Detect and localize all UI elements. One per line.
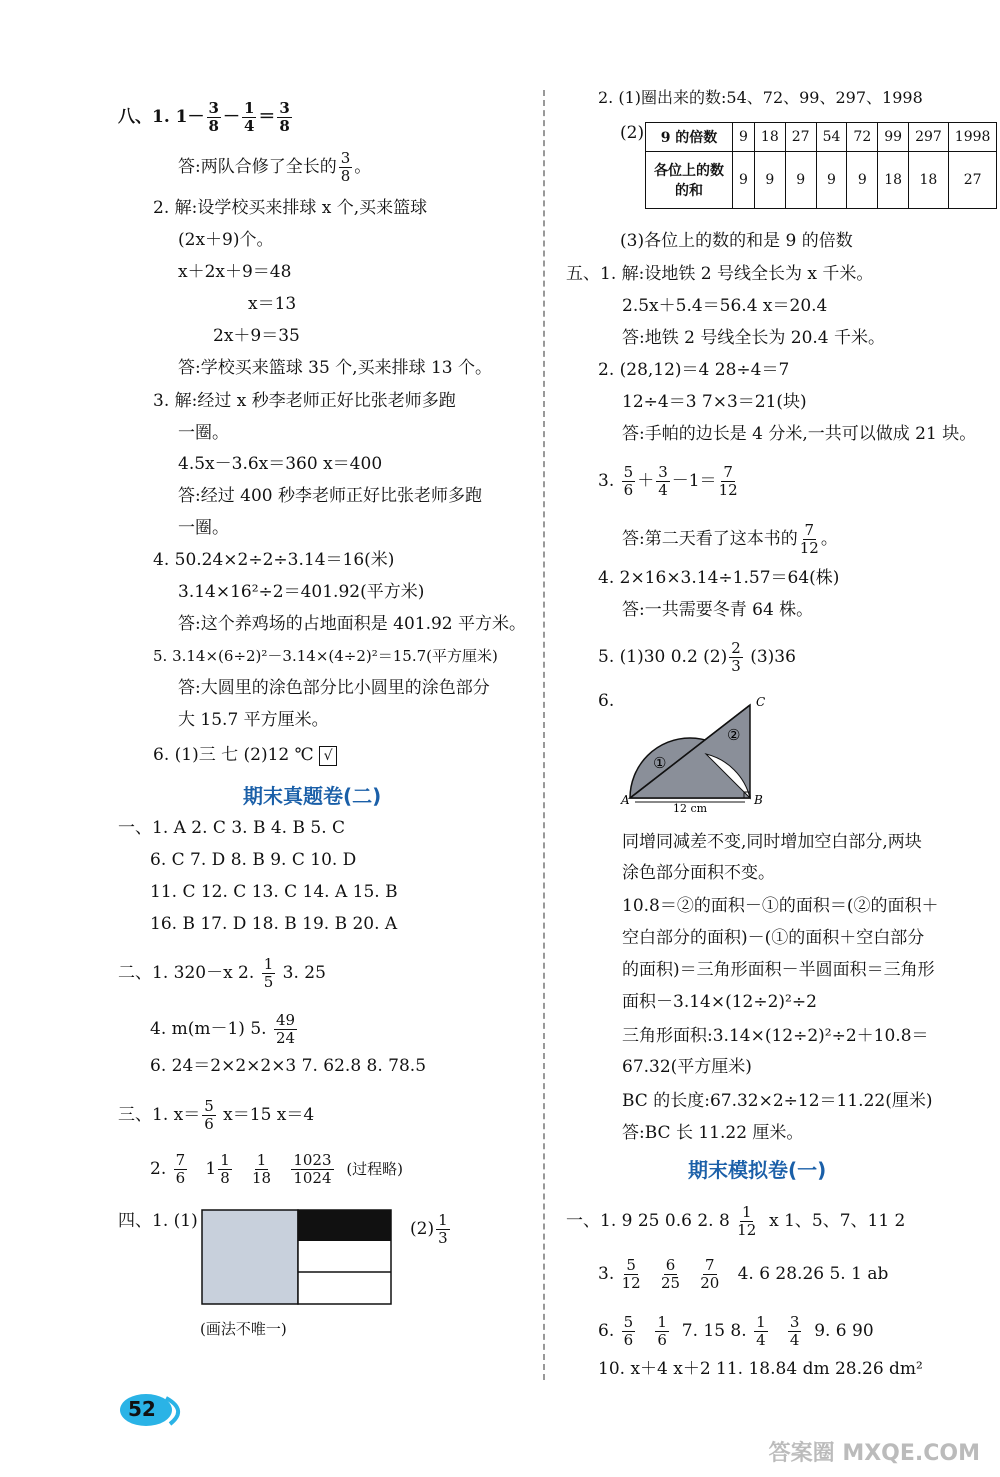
explanation-line: 三角形面积:3.14×(12÷2)²÷2＋10.8＝	[622, 1026, 929, 1046]
region-2-label: ②	[727, 726, 741, 744]
answer-5-2: 2. (28,12)＝4 28÷4＝7	[598, 360, 790, 380]
section-title-final-exam-2: 期末真题卷(二)	[243, 784, 382, 808]
answer-8-6: 6. (1)三 七 (2)12 ℃ √	[153, 744, 337, 766]
multiples-table	[645, 122, 997, 209]
answer-5-5: 5. (1)30 0.2 (2) $\frac{2}{3}$ (3)36	[598, 639, 796, 675]
table-cell: 1998	[948, 123, 997, 152]
answer-3-row2: 2. $\frac{7}{6}$ 1 $\frac{1}{8}$ $\frac{1}{18}$ $\frac{1023}{1024}$ (过程略)	[150, 1151, 404, 1187]
label-c: C	[756, 695, 766, 709]
answer-5-3-conclusion: 答:第二天看了这本书的 $\frac{7}{12}$ 。	[622, 521, 838, 557]
explanation-line: 10.8＝②的面积－①的面积＝(②的面积＋	[622, 896, 939, 916]
drawing-note: (画法不唯一)	[200, 1320, 287, 1338]
answer-4-label: 四、1. (1)	[118, 1211, 198, 1231]
answer-8-3-line: 一圈。	[178, 518, 229, 538]
answer-4-part2: (2) $\frac{1}{3}$	[410, 1211, 448, 1247]
answer-5-1: 五、1. 解:设地铁 2 号线全长为 x 千米。	[566, 264, 874, 284]
table-cell: 18	[878, 152, 909, 209]
answer-8-2-line: x＝13	[248, 294, 297, 314]
answer-5-2: 12÷4＝3 7×3＝21(块)	[622, 392, 807, 412]
answer-5-4: 4. 2×16×3.14÷1.57＝64(株)	[598, 568, 840, 588]
answer-8-3-line: 一圈。	[178, 423, 229, 443]
table-cell: 9	[733, 123, 755, 152]
label-b: B	[754, 793, 763, 807]
section-title-mock-exam-1: 期末模拟卷(一)	[688, 1158, 827, 1182]
answer-choice-row: 16. B 17. D 18. B 19. B 20. A	[150, 914, 398, 934]
table-cell: 18	[754, 123, 785, 152]
answer-5-4: 答:一共需要冬青 64 株。	[622, 600, 814, 620]
table-cell: 9	[754, 152, 785, 209]
mock-answer-row3: 6. $\frac{5}{6}$ $\frac{1}{6}$ 7. 15 8. $\frac{1}{4}$ $\frac{3}{4}$ 9. 6 90	[598, 1313, 874, 1349]
answer-8-1: 八、1. 1－ $\frac{3}{8}$ － $\frac{1}{4}$ ＝ $\frac{3}{8}$	[118, 99, 290, 135]
answer-5-2: 答:手帕的边长是 4 分米,一共可以做成 21 块。	[622, 424, 977, 444]
region-1-label: ①	[653, 754, 667, 772]
mock-answer-row4: 10. x＋4 x＋2 11. 18.84 dm 28.26 dm²	[598, 1359, 923, 1379]
explanation-line: 的面积)＝三角形面积－半圆面积＝三角形	[622, 960, 935, 980]
table-cell: 9	[785, 152, 816, 209]
table-cell: 18	[909, 152, 949, 209]
table-cell: 297	[909, 123, 949, 152]
answer-5-1: 答:地铁 2 号线全长为 20.4 千米。	[622, 328, 886, 348]
answer-8-4-line: 3.14×16²÷2＝401.92(平方米)	[178, 582, 425, 602]
answer-choice-row: 11. C 12. C 13. C 14. A 15. B	[150, 882, 398, 902]
answer-3-row1: 三、1. x＝ $\frac{5}{6}$ x＝15 x＝4	[118, 1097, 315, 1133]
answer-8-3-line: 答:经过 400 秒李老师正好比张老师多跑	[178, 486, 482, 506]
answer-8-1-conclusion: 答:两队合修了全长的 $\frac{3}{8}$ 。	[178, 149, 372, 185]
mock-answer-row2: 3. $\frac{5}{12}$ $\frac{6}{25}$ $\frac{7}{20}$ 4. 6 28.26 5. 1 ab	[598, 1256, 889, 1292]
explanation-line: 答:BC 长 11.22 厘米。	[622, 1123, 804, 1143]
answer-choice-row: 一、1. A 2. C 3. B 4. B 5. C	[118, 818, 346, 838]
table-cell: 9	[816, 152, 847, 209]
label-a: A	[621, 793, 630, 807]
table-header: 9 的倍数	[646, 123, 733, 152]
table-cell: 27	[948, 152, 997, 209]
table-cell: 9	[733, 152, 755, 209]
answer-8-2-line: (2x＋9)个。	[178, 230, 274, 250]
shaded-half	[202, 1210, 298, 1304]
answer-r2-line: 2. (1)圈出来的数:54、72、99、297、1998	[598, 88, 923, 107]
table-cell: 99	[878, 123, 909, 152]
answer-8-3-line: 3. 解:经过 x 秒李老师正好比张老师多跑	[153, 391, 456, 411]
answer-8-4-line: 4. 50.24×2÷2÷3.14＝16(米)	[153, 550, 395, 570]
answer-5-1: 2.5x＋5.4＝56.4 x＝20.4	[622, 296, 828, 316]
table-cell: 9	[847, 152, 878, 209]
mock-answer-row1: 一、1. 9 25 0.6 2. 8 $\frac{1}{12}$ x 1、5、7、11 2	[566, 1203, 906, 1239]
answer-5-3: 3. $\frac{5}{6}$ ＋ $\frac{3}{4}$ －1＝ $\frac{7}{12}$	[598, 463, 738, 499]
answer-2-row3: 6. 24＝2×2×2×3 7. 62.8 8. 78.5	[150, 1056, 427, 1076]
table-cell: 72	[847, 123, 878, 152]
answer-8-2-line: 答:学校买来篮球 35 个,买来排球 13 个。	[178, 358, 493, 378]
answer-r2-part3: (3)各位上的数的和是 9 的倍数	[620, 231, 853, 251]
explanation-line: BC 的长度:67.32×2÷12＝11.22(厘米)	[622, 1091, 933, 1111]
explanation-line: 面积－3.14×(12÷2)²÷2	[622, 992, 817, 1012]
table-header: 各位上的数的和	[646, 152, 733, 209]
table-cell: 27	[785, 123, 816, 152]
answer-8-2-line: 2. 解:设学校买来排球 x 个,买来篮球	[153, 198, 428, 218]
answer-8-5-line: 大 15.7 平方厘米。	[178, 710, 329, 730]
answer-r2-part2: (2)	[620, 123, 645, 143]
table-row	[646, 123, 997, 152]
answer-2-row2: 4. m(m－1) 5. $\frac{49}{24}$	[150, 1011, 296, 1047]
page-number: 52	[128, 1397, 156, 1421]
answer-8-5-line: 5. 3.14×(6÷2)²－3.14×(4÷2)²＝15.7(平方厘米)	[153, 647, 498, 665]
answer-8-5-line: 答:大圆里的涂色部分比小圆里的涂色部分	[178, 678, 490, 698]
answer-2-row1: 二、1. 320－x 2. $\frac{1}{5}$ 3. 25	[118, 955, 326, 991]
answer-8-2-line: x＋2x＋9＝48	[178, 262, 292, 282]
answer-5-6: 6.	[598, 691, 615, 711]
explanation-line: 空白部分的面积)－(①的面积＋空白部分	[622, 928, 925, 948]
length-label: 12 cm	[673, 802, 708, 815]
black-third	[298, 1210, 391, 1241]
answer-choice-row: 6. C 7. D 8. B 9. C 10. D	[150, 850, 357, 870]
answer-8-3-line: 4.5x－3.6x＝360 x＝400	[178, 454, 383, 474]
column-divider	[543, 90, 545, 1380]
table-cell: 54	[816, 123, 847, 152]
table-row	[646, 152, 997, 209]
explanation-line: 67.32(平方厘米)	[622, 1057, 752, 1077]
geometry-figure	[615, 690, 775, 815]
explanation-line: 同增同减差不变,同时增加空白部分,两块	[622, 832, 922, 852]
watermark: 答案圈 MXQE.COM	[768, 1441, 980, 1466]
grid-drawing	[200, 1208, 395, 1306]
explanation-line: 涂色部分面积不变。	[622, 863, 775, 883]
answer-8-2-line: 2x＋9＝35	[213, 326, 300, 346]
page-number-badge	[118, 1390, 190, 1430]
answer-8-4-line: 答:这个养鸡场的占地面积是 401.92 平方米。	[178, 614, 527, 634]
check-mark-icon: √	[319, 746, 337, 766]
